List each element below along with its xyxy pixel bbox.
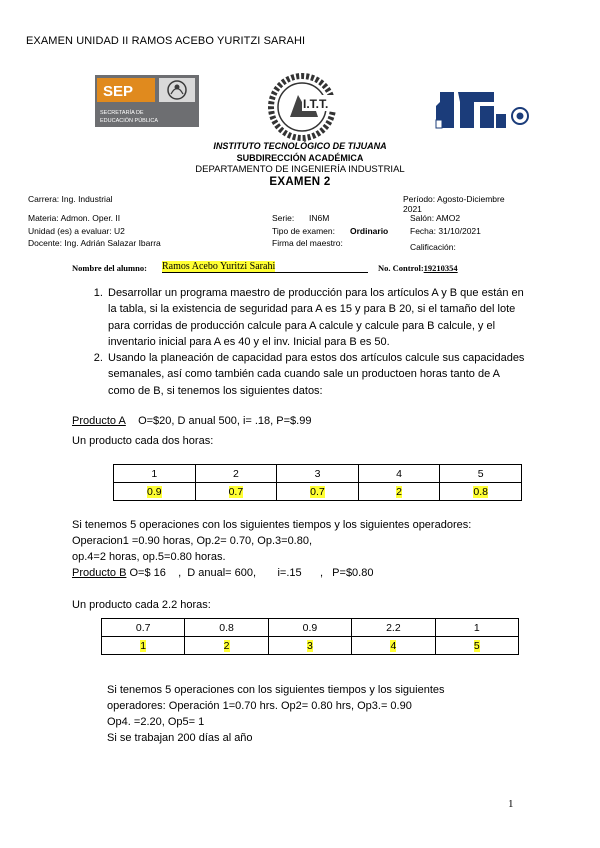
table-cell: 1	[114, 465, 196, 483]
page-header: EXAMEN UNIDAD II RAMOS ACEBO YURITZI SARAHI	[26, 35, 306, 47]
table-cell: 0.9	[114, 483, 196, 501]
table-cell: 0.8	[185, 619, 268, 637]
teacher-signature: Firma del maestro:	[272, 238, 343, 248]
table-cell: 3	[277, 465, 359, 483]
period-line2: 2021	[403, 204, 422, 214]
sep-line1: SECRETARÍA DE	[100, 110, 144, 116]
product-a-line	[72, 413, 311, 429]
product-b-ops-line4: Si se trabajan 200 días al año	[107, 732, 253, 744]
itt-logo	[268, 73, 340, 141]
table-cell: 5	[440, 465, 522, 483]
product-a-label: Producto A	[72, 415, 126, 427]
career: Carrera: Ing. Industrial	[28, 194, 113, 204]
product-b-table	[101, 618, 519, 655]
series-label: Serie:	[272, 213, 295, 223]
table-cell: 4	[352, 637, 435, 655]
teacher: Docente: Ing. Adrián Salazar Ibarra	[28, 238, 161, 248]
table-cell: 0.7	[195, 483, 277, 501]
exam-type-value: Ordinario	[350, 226, 389, 236]
table-cell: 0.8	[440, 483, 522, 501]
classroom: Salón: AMO2	[410, 213, 461, 223]
product-b-rate: Un producto cada 2.2 horas:	[72, 599, 211, 611]
table-cell: 4	[358, 465, 440, 483]
table-cell: 5	[435, 637, 518, 655]
questions-list	[90, 285, 526, 399]
itt-text: I.T.T.	[303, 97, 329, 111]
table-cell: 0.9	[268, 619, 351, 637]
table-cell: 3	[268, 637, 351, 655]
date: Fecha: 31/10/2021	[410, 226, 481, 236]
period-line1: Período: Agosto-Diciembre	[403, 194, 505, 204]
tecnm-logo	[432, 86, 532, 134]
product-a-ops-line1: Si tenemos 5 operaciones con los siguientes tiempos y los siguientes operadores:	[72, 519, 472, 531]
series-value: IN6M	[309, 213, 330, 223]
table-cell: 1	[102, 637, 185, 655]
table-row	[114, 465, 522, 483]
exam-type-label: Tipo de examen:	[272, 226, 335, 236]
table-cell: 2	[358, 483, 440, 501]
product-a-ops-line2: Operacion1 =0.90 horas, Op.2= 0.70, Op.3=0.80,	[72, 535, 313, 547]
units: Unidad (es) a evaluar: U2	[28, 226, 125, 236]
product-a-table	[113, 464, 522, 501]
product-b-line	[72, 565, 373, 581]
product-a-ops-line3: op.4=2 horas, op.5=0.80 horas.	[72, 551, 226, 563]
product-b-ops-line1: Si tenemos 5 operaciones con los siguientes tiempos y los siguientes	[107, 684, 445, 696]
exam-title: EXAMEN 2	[269, 176, 331, 188]
table-cell: 0.7	[277, 483, 359, 501]
product-b-ops-line2: operadores: Operación 1=0.70 hrs. Op2= 0.80 hrs, Op3.= 0.90	[107, 700, 412, 712]
department: DEPARTAMENTO DE INGENIERÍA INDUSTRIAL	[195, 164, 405, 175]
page-number: 1	[508, 798, 514, 810]
table-row	[102, 637, 519, 655]
product-b-label: Producto B	[72, 567, 127, 579]
sep-line2: EDUCACIÓN PÚBLICA	[100, 118, 159, 124]
table-cell: 0.7	[102, 619, 185, 637]
subject: Materia: Admon. Oper. II	[28, 213, 121, 223]
subdirection: SUBDIRECCIÓN ACADÉMICA	[236, 153, 364, 163]
product-b-ops-line3: Op4. =2.20, Op5= 1	[107, 716, 205, 728]
question-2: 2. Usando la planeación de capacidad para estos dos artículos calcule sus capacidades semanales, así como también cada cuando sale un productoen horas tanto de A como de B, si tenemos los siguientes datos:	[106, 350, 526, 399]
sep-acronym: SEP	[103, 83, 134, 100]
table-cell: 2.2	[352, 619, 435, 637]
grade: Calificación:	[410, 242, 456, 252]
product-a-params: O=$20, D anual 500, i= .18, P=$.99	[138, 415, 312, 427]
table-row	[102, 619, 519, 637]
student-name: Ramos Acebo Yuritzi Sarahi	[162, 261, 368, 273]
table-cell: 1	[435, 619, 518, 637]
table-cell: 2	[195, 465, 277, 483]
table-cell: 2	[185, 637, 268, 655]
table-row	[114, 483, 522, 501]
product-a-rate: Un producto cada dos horas:	[72, 435, 214, 447]
control-number: No. Control:19210354	[378, 263, 458, 273]
student-label: Nombre del alumno:	[72, 263, 147, 273]
institution-name: INSTITUTO TECNOLÓGICO DE TIJUANA	[213, 141, 387, 151]
sep-logo	[95, 75, 199, 127]
question-1: 1. Desarrollar un programa maestro de producción para los artículos A y B que están en la tabla, si la existencia de seguridad para A es 15 y para B 20, si el tamaño del lote para corridas de producción calcule para A calcule y calcule para B calcule, y el inventario inicial para A es 40 y el inv. Inicial para B es 50.	[106, 285, 526, 350]
product-b-params: O=$ 16 , D anual= 600, i=.15 , P=$0.80	[126, 567, 374, 579]
